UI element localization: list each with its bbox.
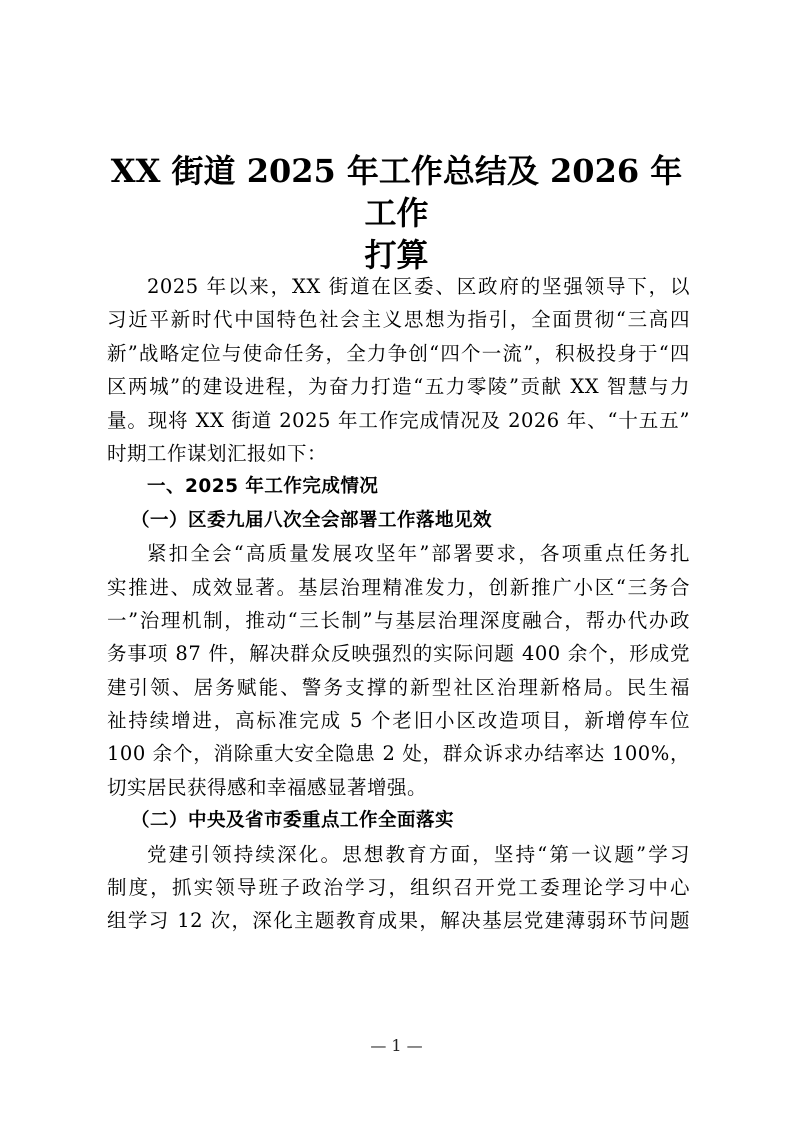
intro-line: 时期工作谋划汇报如下：	[107, 441, 328, 465]
document-body	[107, 270, 690, 938]
title-line-1: XX 街道 2025 年工作总结及 2026 年工作	[110, 152, 683, 232]
intro-line: 量。现将 XX 街道 2025 年工作完成情况及 2026 年、“十五五”	[107, 408, 690, 432]
paragraph-line: 组学习 12 次，深化主题教育成果，解决基层党建薄弱环节问题	[107, 909, 690, 933]
subsection-heading-1: （一）区委九届八次全会部署工作落地见效	[131, 509, 493, 531]
paragraph-line: 一”治理机制，推动“三长制”与基层治理深度融合，帮办代办政	[107, 608, 690, 632]
paragraph-line: 100 余个，消除重大安全隐患 2 处，群众诉求办结率达 100%，	[107, 742, 690, 766]
paragraph-line: 实推进、成效显著。基层治理精准发力，创新推广小区“三务合	[107, 575, 690, 599]
paragraph-line: 建引领、居务赋能、警务支撑的新型社区治理新格局。民生福	[107, 675, 690, 699]
page-number: — 1 —	[370, 1036, 423, 1055]
paragraph-line: 紧扣全会“高质量发展攻坚年”部署要求，各项重点任务扎	[147, 542, 690, 566]
section-heading: 一、2025 年工作完成情况	[147, 476, 379, 498]
title-line-2: 打算	[364, 236, 429, 274]
intro-line: 新”战略定位与使命任务，全力争创“四个一流”，积极投身于“四	[107, 341, 690, 365]
intro-line: 习近平新时代中国特色社会主义思想为指引，全面贯彻“三高四	[107, 308, 690, 332]
subsection-heading-2: （二）中央及省市委重点工作全面落实	[131, 810, 455, 832]
document-title	[105, 150, 688, 276]
intro-line: 区两城”的建设进程，为奋力打造“五力零陵”贡献 XX 智慧与力	[107, 375, 690, 399]
paragraph-line: 党建引领持续深化。思想教育方面，坚持“第一议题”学习	[147, 842, 690, 866]
intro-line: 2025 年以来，XX 街道在区委、区政府的坚强领导下，以	[147, 275, 690, 298]
paragraph-line: 切实居民获得感和幸福感显著增强。	[107, 775, 428, 799]
paragraph-line: 制度，抓实领导班子政治学习，组织召开党工委理论学习中心	[107, 876, 690, 900]
paragraph-line: 祉持续增进，高标准完成 5 个老旧小区改造项目，新增停车位	[107, 709, 690, 733]
paragraph-line: 务事项 87 件，解决群众反映强烈的实际问题 400 余个，形成党	[107, 642, 690, 666]
